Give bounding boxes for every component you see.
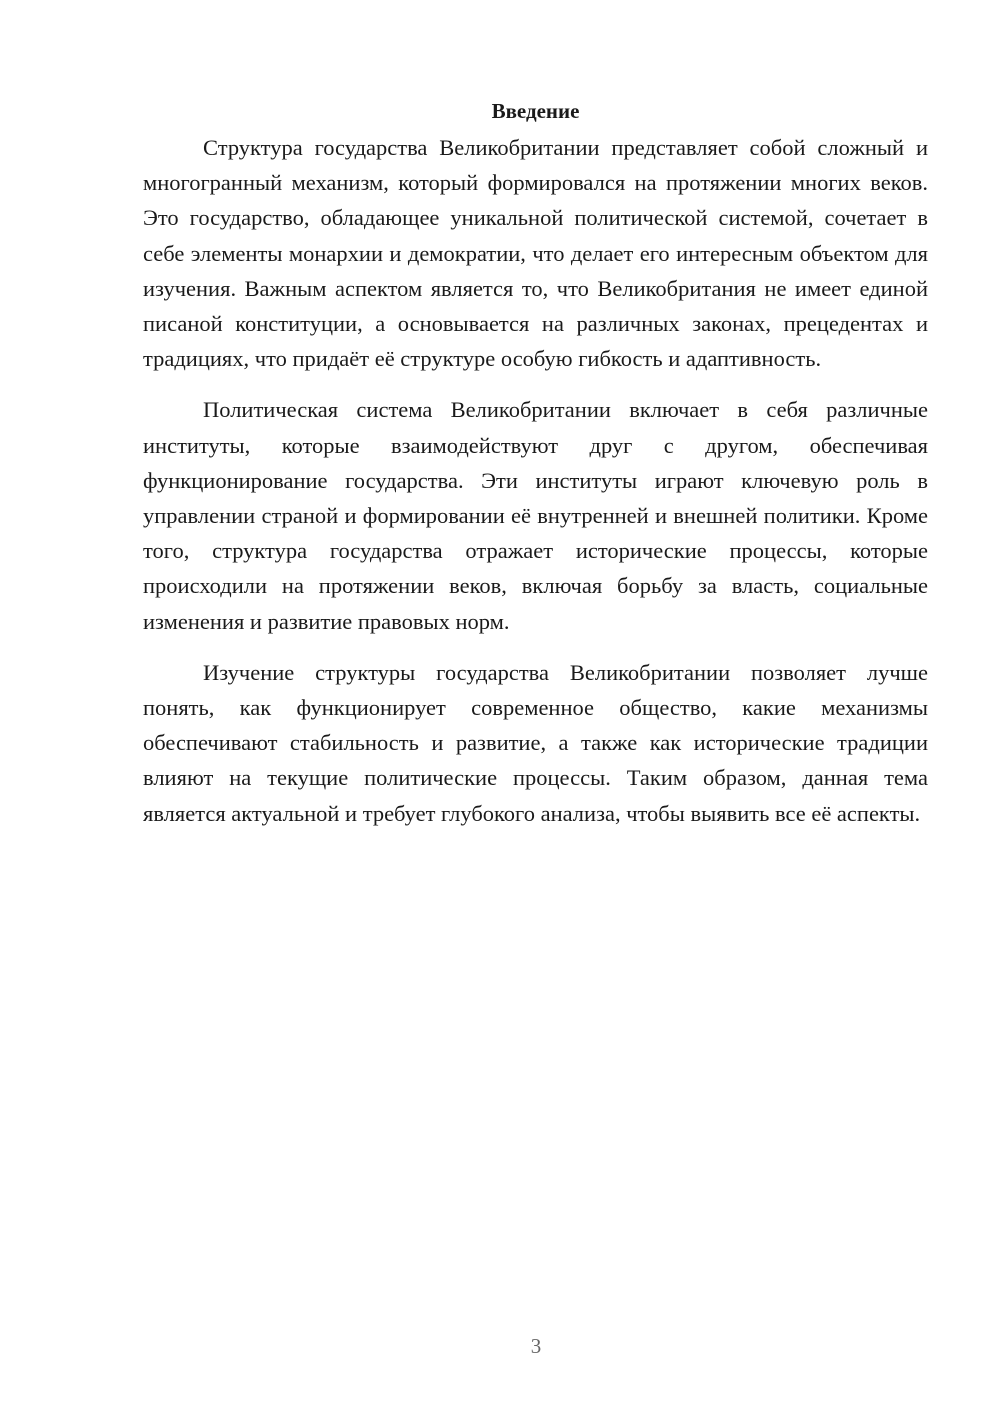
section-heading: Введение xyxy=(491,99,580,123)
document-page xyxy=(143,96,928,831)
paragraph-2: Политическая система Великобритании включает в себя различные институты, которые взаимодействуют друг с другом, обеспечивая функционирование государства. Эти институты играют ключевую роль в управлении страной и формировании её внутренней и внешней политики. Кроме того, структура государства отражает исторические процессы, которые происходили на протяжении веков, включая борьбу за власть, социальные изменения и развитие правовых норм. xyxy=(143,397,928,634)
page-number: 3 xyxy=(530,1334,542,1358)
paragraph-3: Изучение структуры государства Великобритании позволяет лучше понять, как функционирует современное общество, какие механизмы обеспечивают стабильность и развитие, а также как исторические традиции влияют на текущие политические процессы. Таким образом, данная тема является актуальной и требует глубокого анализа, чтобы выявить все её аспекты. xyxy=(143,659,928,826)
paragraph-1: Структура государства Великобритании представляет собой сложный и многогранный механизм, который формировался на протяжении многих веков. Это государство, обладающее уникальной политической системой, сочетает в себе элементы монархии и демократии, что делает его интересным объектом для изучения. Важным аспектом является то, что Великобритания не имеет единой писаной конституции, а основывается на различных законах, прецедентах и традициях, что придаёт её структуре особую гибкость и адаптивность. xyxy=(143,135,928,372)
